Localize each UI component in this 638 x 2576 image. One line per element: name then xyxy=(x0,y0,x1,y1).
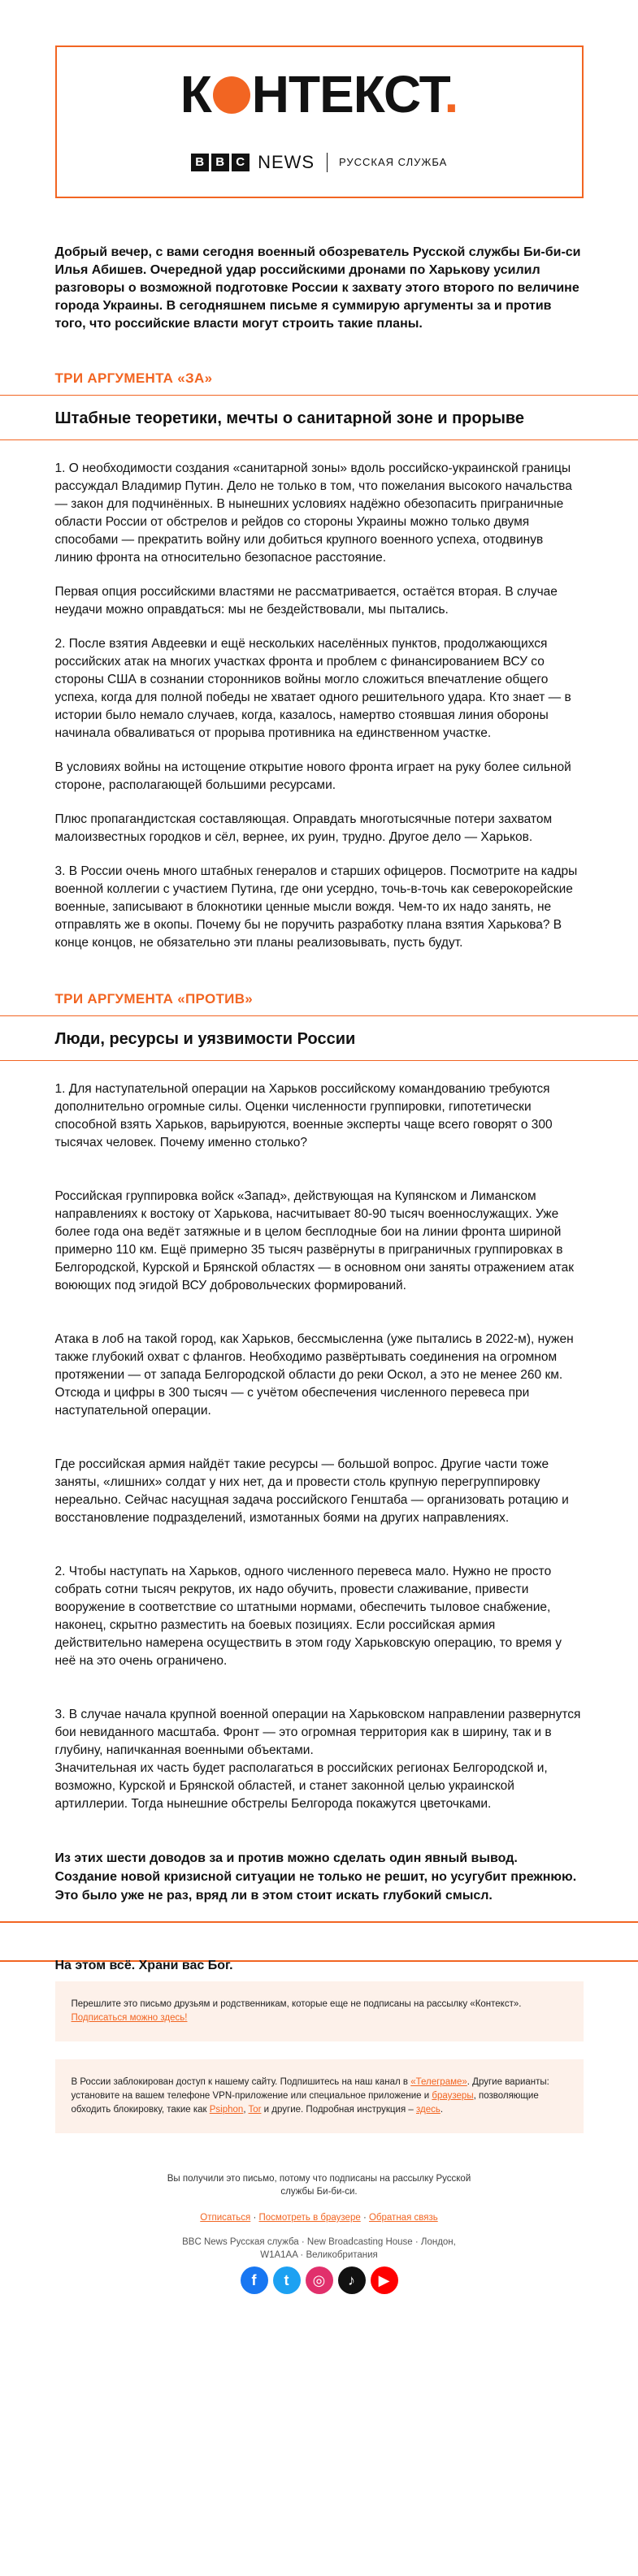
logo-orange-circle xyxy=(213,76,250,114)
youtube-icon[interactable]: ▶ xyxy=(371,2266,398,2294)
browsers-link[interactable]: браузеры xyxy=(432,2091,474,2101)
body-paragraph: 2. Чтобы наступать на Харьков, одного численного перевеса мало. Нужно не просто собрать сотни тысяч рекрутов, их надо обучить, провести слаживание, привести вооружение в соответствие со штатными нормами, обеспечить тыловое снабжение, наконец, скрытно разместить на боевых позициях. Если российская армия действительно намерена осуществить в этом году Харьковскую операцию, то время у неё на это очень ограничено. xyxy=(54,1565,562,1668)
body-paragraph: 1. О необходимости создания «санитарной зоны» вдоль российско-украинской границы рассуждал Владимир Путин. Дело не только в том, что пожелания высокого начальства — закон для подчинённых. В нынешних условиях надёжно обезопасить приграничные области России от обстрелов и рейдов со стороны Украины можно только двумя способами — прекратить войну или добиться крупного военного успеха, отодвинув линию фронта на относительно безопасное расстояние. xyxy=(54,461,572,565)
footer xyxy=(55,2172,584,2294)
section-subheading-against: Люди, ресурсы и уязвимости России xyxy=(54,1030,356,1048)
share-note-text: Перешлите это письмо друзьям и родственникам, которые еще не подписаны на рассылку «Контекст». xyxy=(71,1999,522,2009)
telegram-link[interactable]: «Телеграме» xyxy=(410,2077,467,2087)
divider xyxy=(0,1060,638,1061)
section-heading-for: ТРИ АРГУМЕНТА «ЗА» xyxy=(54,370,213,386)
kontekst-logo: К НТЕКСТ. xyxy=(180,65,458,123)
bbc-news-text: NEWS xyxy=(258,152,315,172)
body-paragraph: 2. После взятия Авдеевки и ещё нескольких населённых пунктов, продолжающихся российских атак на многих участках фронта и проблем с финансированием ВСУ со стороны США в сознании сторонников войны могло сложиться впечатление общего успеха, когда для полной победы не хватает одного решительного удара. Кто знает — в истории было немало случаев, когда, казалось, намертво стоявшая линия обороны начинала обваливаться от прорыва противника на единственном участке. xyxy=(54,637,571,740)
share-note xyxy=(55,1981,584,2041)
section-subheading-for: Штабные теоретики, мечты о санитарной зоне и прорыве xyxy=(54,409,525,427)
body-paragraph: Где российская армия найдёт такие ресурсы — большой вопрос. Другие части тоже заняты, «лишних» солдат у них нет, да и провести столь крупную перегруппировку нереально. Сейчас насущная задача российского Генштаба — организовать ротацию и восстановление подразделений, измотанных боями на других направлениях. xyxy=(54,1457,569,1525)
body-paragraph: 1. Для наступательной операции на Харьков российскому командованию требуются дополнительно огромные силы. Оценки численности группировки, гипотетически способной взять Харьков, варьируются, военные эксперты чаще всего говорят о 300 тысячах человек. Почему именно столько? xyxy=(54,1082,553,1149)
body-paragraph: 3. В случае начала крупной военной операции на Харьковском направлении развернутся бои невиданного масштаба. Фронт — это огромная территория как в ширину, так и в глубину, напичканная военными объектами. Значительная их часть будет располагаться в российских регионах Белгородской и, возможно, Курской и Брянской областей, и станет законной целью украинской артиллерии. Тогда нынешние обстрелы Белгорода покажутся цветочками. xyxy=(54,1708,581,1811)
view-in-browser-link[interactable]: Посмотреть в браузере xyxy=(258,2213,361,2223)
tiktok-icon[interactable]: ♪ xyxy=(338,2266,366,2294)
block-access-note: В России заблокирован доступ к нашему сайту. Подпишитесь на наш канал в «Телеграме». Другие варианты: установите на вашем телефоне VPN-приложение или специальное приложение и браузеры, позволяющие обходить блокировку, такие как Psiphon, Tor и другие. Подробная инструкция – здесь. xyxy=(55,2059,584,2133)
divider xyxy=(0,1015,638,1016)
body-paragraph: Плюс пропагандистская составляющая. Оправдать многотысячные потери захватом малоизвестных городков и сёл, вернее, их руин, трудно. Другое дело — Харьков. xyxy=(54,812,553,844)
twitter-icon[interactable]: t xyxy=(273,2266,301,2294)
bbc-russian-logo xyxy=(57,153,582,172)
divider xyxy=(0,395,638,396)
psiphon-link[interactable]: Psiphon xyxy=(209,2105,244,2115)
bbc-blocks: B B C xyxy=(191,154,250,171)
body-paragraph: Атака в лоб на такой город, как Харьков, бессмысленна (уже пытались в 2022-м), нужен также глубокий охват с флангов. Необходимо развёртывать соединения на огромном протяжении — от запада Белгородской области до реки Оскол, а это не менее 260 км. Отсюда и цифры в 300 тысяч — с учётом обеспечения численного перевеса при наступательной операции. xyxy=(54,1332,574,1418)
conclusion-paragraph: Из этих шести доводов за и против можно сделать один явный вывод. Создание новой кризисной ситуации не только не решит, но усугубит прежнюю. Это было уже не раз, вряд ли в этом стоит искать глубокий смысл. xyxy=(54,1851,577,1903)
russian-service-text: РУССКАЯ СЛУЖБА xyxy=(339,156,448,168)
signoff: На этом всё. Храни вас Бог. xyxy=(54,1959,233,1972)
logo-divider xyxy=(327,153,328,172)
footer-links: Отписаться · Посмотреть в браузере · Обратная связь xyxy=(200,2213,438,2223)
unsubscribe-link[interactable]: Отписаться xyxy=(200,2213,251,2223)
feedback-link[interactable]: Обратная связь xyxy=(368,2213,438,2223)
body-paragraph: В условиях войны на истощение открытие нового фронта играет на руку более сильной стороне, располагающей большими ресурсами. xyxy=(54,760,571,792)
brand-box xyxy=(55,45,584,198)
section-heading-against: ТРИ АРГУМЕНТА «ПРОТИВ» xyxy=(54,991,254,1007)
facebook-icon[interactable]: f xyxy=(241,2266,268,2294)
body-paragraph: 3. В России очень много штабных генералов и старших офицеров. Посмотрите на кадры военной коллегии с участием Путина, где они усердно, точь-в-точь как северокорейские военные, записывают в блокнотики ценные мысли вождя. Чем-то их надо занять, не отправлять же в окопы. Почему бы не поручить разработку плана взятия Харькова? В конце концов, не обязательно эти планы реализовывать, пусть будут. xyxy=(54,864,578,950)
footer-address: BBC News Русская служба · New Broadcasting House · Лондон, W1A1AA · Великобритания xyxy=(182,2237,456,2260)
divider xyxy=(0,439,638,440)
social-links xyxy=(55,2266,584,2294)
body-paragraph: Российская группировка войск «Запад», действующая на Купянском и Лиманском направлениях к востоку от Харькова, насчитывает 80-90 тысяч военнослужащих. Уже более года она ведёт затяжные и в целом бесплодные бои на линии фронта шириной примерно 110 км. Ещё примерно 35 тысяч развёрнуты в приграничных группировках в Белгородской, Курской и Брянской областях — в основном они заняты отражением атак воюющих под эгидой ВСУ добровольческих формирований. xyxy=(54,1189,575,1292)
subscribe-link[interactable]: Подписаться можно здесь! xyxy=(71,2013,188,2023)
footer-reason: Вы получили это письмо, потому что подписаны на рассылку Русской службы Би-би-си. xyxy=(167,2174,471,2197)
instructions-link[interactable]: здесь xyxy=(415,2105,441,2115)
intro-paragraph: Добрый вечер, с вами сегодня военный обозреватель Русской службы Би-би-си Илья Абишев. Очередной удар российскими дронами по Харькову усилил разговоры о возможной подготовке России к захвату этого второго по величине города Украины. В сегодняшнем письме я суммирую аргументы за и против того, что российские власти могут строить такие планы. xyxy=(54,245,581,331)
tor-link[interactable]: Tor xyxy=(248,2105,262,2115)
instagram-icon[interactable]: ◎ xyxy=(306,2266,333,2294)
body-paragraph: Первая опция российскими властями не рассматривается, остаётся вторая. В случае неудачи можно оправдаться: мы не бездействовали, мы пытались. xyxy=(54,585,558,617)
